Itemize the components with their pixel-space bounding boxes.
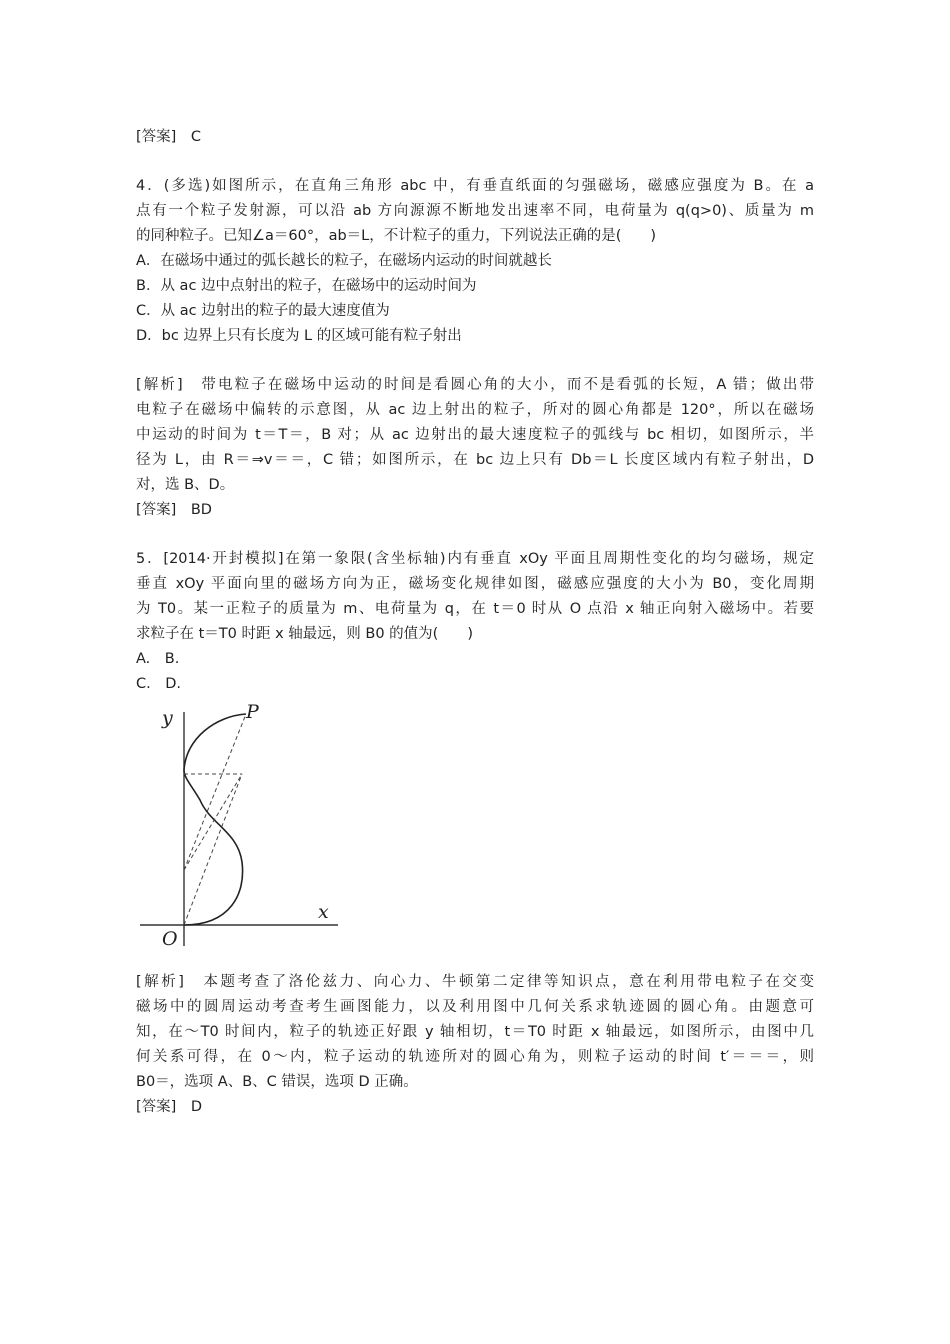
point-p-label: P — [246, 701, 259, 723]
question-4-option-c: C．从 ac 边射出的粒子的最大速度值为 — [136, 303, 390, 319]
question-5-options-cd: C. D. — [136, 676, 182, 692]
question-5-stem-line: 5．[2014·开封模拟]在第一象限(含坐标轴)内有垂直 xOy 平面且周期性变化的均匀磁场，规定 — [136, 551, 814, 567]
question-4-option-d: D．bc 边界上只有长度为 L 的区域可能有粒子射出 — [136, 328, 462, 344]
question-4-stem-line: 的同种粒子。已知∠a＝60°，ab＝L，不计粒子的重力，下列说法正确的是( ) — [136, 228, 657, 244]
question-4-option-a: A．在磁场中通过的弧长越长的粒子，在磁场内运动的时间就越长 — [136, 253, 552, 269]
question-4-analysis-line: 中运动的时间为 t＝T＝，B 对；从 ac 边射出的最大速度粒子的弧线与 bc 相切，如图所示，半 — [136, 427, 814, 443]
question-4-stem-line: 4．(多选)如图所示，在直角三角形 abc 中，有垂直纸面的匀强磁场，磁感应强度为 B。在 a — [136, 178, 814, 194]
question-4-analysis-line: 对，选 B、D。 — [136, 477, 235, 493]
trajectory-figure — [140, 698, 350, 954]
question-4-stem-line: 点有一个粒子发射源，可以沿 ab 方向源源不断地发出速率不同，电荷量为 q(q>0)、质量为 m — [136, 203, 814, 219]
question-5-analysis-line: [解析] 本题考查了洛伦兹力、向心力、牛顿第二定律等知识点，意在利用带电粒子在交变 — [136, 974, 814, 990]
question-4-option-b: B．从 ac 边中点射出的粒子，在磁场中的运动时间为 — [136, 278, 477, 294]
question-5-answer: [答案] D — [136, 1099, 202, 1115]
x-axis-label: x — [318, 901, 329, 923]
y-axis-label: y — [162, 707, 173, 729]
question-5-stem-line: 求粒子在 t＝T0 时距 x 轴最远，则 B0 的值为( ) — [136, 626, 473, 642]
question-5-stem-line: 为 T0。某一正粒子的质量为 m、电荷量为 q，在 t＝0 时从 O 点沿 x 轴正向射入磁场中。若要 — [136, 601, 814, 617]
question-4-answer: [答案] BD — [136, 502, 212, 518]
answer-q3: [答案] C — [136, 129, 201, 145]
origin-label: O — [162, 928, 178, 950]
question-5-analysis-line: 知，在～T0 时间内，粒子的轨迹正好跟 y 轴相切，t＝T0 时距 x 轴最远，如图所示，由图中几 — [136, 1024, 814, 1040]
question-4-analysis-line: 电粒子在磁场中偏转的示意图，从 ac 边上射出的粒子，所对的圆心角都是 120°，所以在磁场 — [136, 402, 814, 418]
question-5-stem-line: 垂直 xOy 平面向里的磁场方向为正，磁场变化规律如图，磁感应强度的大小为 B0，变化周期 — [136, 576, 814, 592]
question-5-analysis-line: 磁场中的圆周运动考查考生画图能力，以及利用图中几何关系求轨迹圆的圆心角。由题意可 — [136, 999, 814, 1015]
question-5-options-ab: A. B. — [136, 651, 180, 667]
question-5-analysis-line: B0＝，选项 A、B、C 错误，选项 D 正确。 — [136, 1074, 418, 1090]
question-4-analysis-line: 径为 L，由 R＝⇒v＝＝，C 错；如图所示，在 bc 边上只有 Db＝L 长度区域内有粒子射出，D — [136, 452, 814, 468]
question-4-analysis-line: [解析] 带电粒子在磁场中运动的时间是看圆心角的大小，而不是看弧的长短，A 错；做出带 — [136, 377, 814, 393]
question-5-analysis-line: 何关系可得，在 0～内，粒子运动的轨迹所对的圆心角为，则粒子运动的时间 t′＝＝＝，则 — [136, 1049, 814, 1065]
